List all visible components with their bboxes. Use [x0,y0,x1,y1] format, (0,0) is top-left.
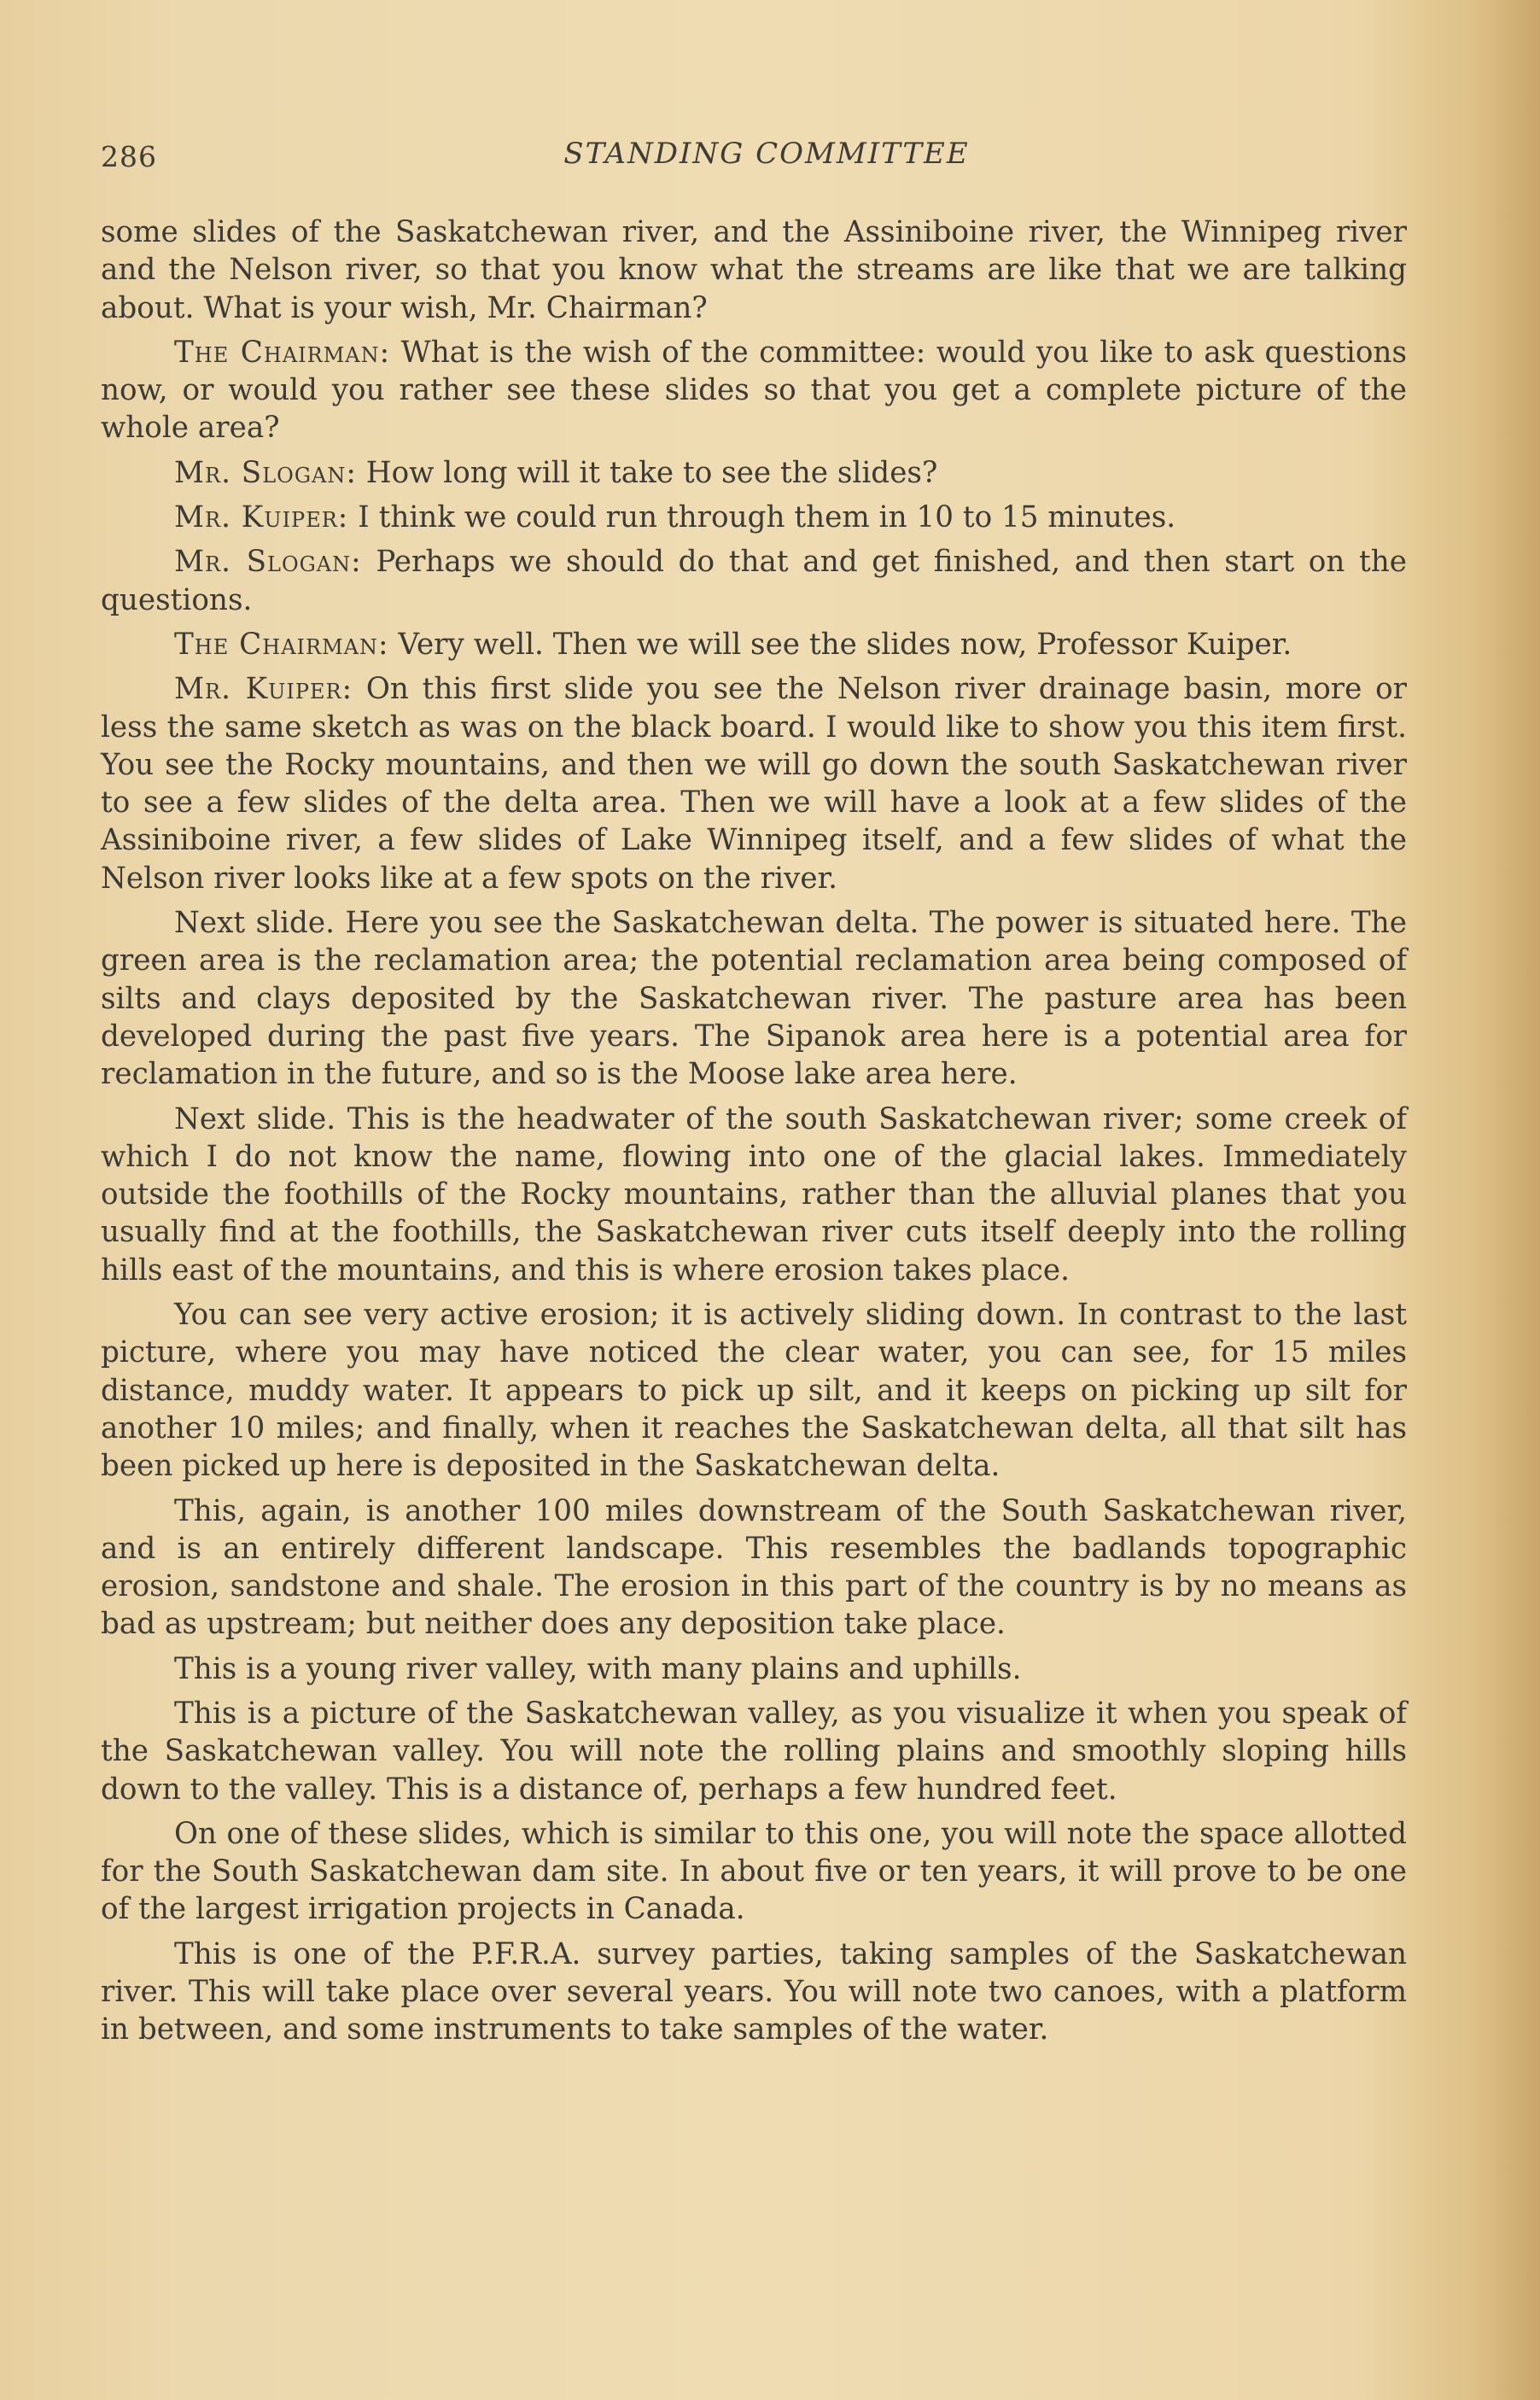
speaker-label: Mr. Kuiper: [174,672,353,707]
paragraph-text: This, again, is another 100 miles downstream of the South Saskatchewan river, and is an entirely different landscape. This resembles the badlands topographic erosion, sandstone and shale. The erosion in this part of the country is by no means as bad as upstream; but neither does any deposition take place. [101,1493,1407,1642]
paragraph-text: Next slide. Here you see the Saskatchewan delta. The power is situated here. The green area is the reclamation area; the potential reclamation area being composed of silts and clays deposited by the Saskatchewan river. The pasture area has been developed during the past five years. The Sipanok area here is a potential area for reclamation in the future, and so is the Moose lake area here. [101,906,1407,1092]
paragraph-text: On one of these slides, which is similar to this one, you will note the space allotted for the South Saskatchewan dam site. In about five or ten years, it will prove to be one of the largest irrigation projects in Canada. [101,1816,1407,1927]
speaker-label: Mr. Slogan: [174,455,357,490]
paragraph [101,454,1407,492]
paragraph [101,213,1407,327]
paragraph-text: I think we could run through them in 10 to 15 minutes. [358,500,1176,535]
running-head: STANDING COMMITTEE [563,137,970,171]
paragraph-text: How long will it take to see the slides? [365,455,938,490]
paragraph [101,1936,1407,2049]
paragraph-text: You can see very active erosion; it is actively sliding down. In contrast to the last picture, where you may have noticed the clear water, you can see, for 15 miles distance, muddy water. It appears to pick up silt, and it keeps on picking up silt for another 10 miles; and finally, when it reaches the Saskatchewan delta, all that silt has been picked up here is deposited in the Saskatchewan delta. [101,1298,1407,1484]
paragraph-text: This is one of the P.F.R.A. survey parties, taking samples of the Saskatchewan river. This will take place over several years. You will note two canoes, with a platform in between, and some instruments to take samples of the water. [101,1936,1407,2047]
paragraph-text: This is a young river valley, with many plains and uphills. [174,1651,1022,1686]
paragraph [101,543,1407,619]
paragraph-text: some slides of the Saskatchewan river, and the Assiniboine river, the Winnipeg river and the Nelson river, so that you know what the streams are like that we are talking about. What is your wish, Mr. Chairman? [101,215,1407,325]
paragraph-text: What is the wish of the committee: would you like to ask questions now, or would you rather see these slides so that you get a complete picture of the whole area? [101,335,1407,446]
paragraph [101,1695,1407,1808]
paragraph [101,1815,1407,1929]
speaker-label: The Chairman: [174,335,391,370]
page-number: 286 [101,140,157,173]
paragraph [101,904,1407,1093]
speaker-label: Mr. Kuiper: [174,500,349,535]
paragraph [101,670,1407,897]
paragraph-text: This is a picture of the Saskatchewan valley, as you visualize it when you speak of the Saskatchewan valley. You will note the rolling plains and smoothly sloping hills down to the valley. This is a distance of, perhaps a few hundred feet. [101,1696,1407,1807]
paragraph [101,1101,1407,1289]
paragraph [101,334,1407,447]
paragraph [101,626,1407,663]
speaker-label: Mr. Slogan: [174,545,362,580]
body-text [101,213,1407,2056]
paragraph-text: Next slide. This is the headwater of the south Saskatchewan river; some creek of which I do not know the name, flowing into one of the glacial lakes. Immediately outside the foothills of the Rocky mountains, rather than the alluvial planes that you usually find at the foothills, the Saskatchewan river cuts itself deeply into the rolling hills east of the mountains, and this is where erosion takes place. [101,1101,1407,1288]
paragraph-text: Very well. Then we will see the slides now, Professor Kuiper. [398,627,1292,662]
paragraph [101,1650,1407,1688]
paragraph-text: Perhaps we should do that and get finished, and then start on the questions. [101,545,1408,617]
paragraph [101,1296,1407,1485]
paragraph-text: On this first slide you see the Nelson river drainage basin, more or less the same sketch as was on the black board. I would like to show you this item first. You see the Rocky mountains, and then we will go down the south Saskatchewan river to see a few slides of the delta area. Then we will have a look at a few slides of the Assiniboine river, a few slides of Lake Winnipeg itself, and a few slides of what the Nelson river looks like at a few spots on the river. [101,672,1407,896]
speaker-label: The Chairman: [174,627,389,662]
paragraph [101,499,1407,536]
page-header [101,137,1432,188]
paragraph [101,1492,1407,1644]
